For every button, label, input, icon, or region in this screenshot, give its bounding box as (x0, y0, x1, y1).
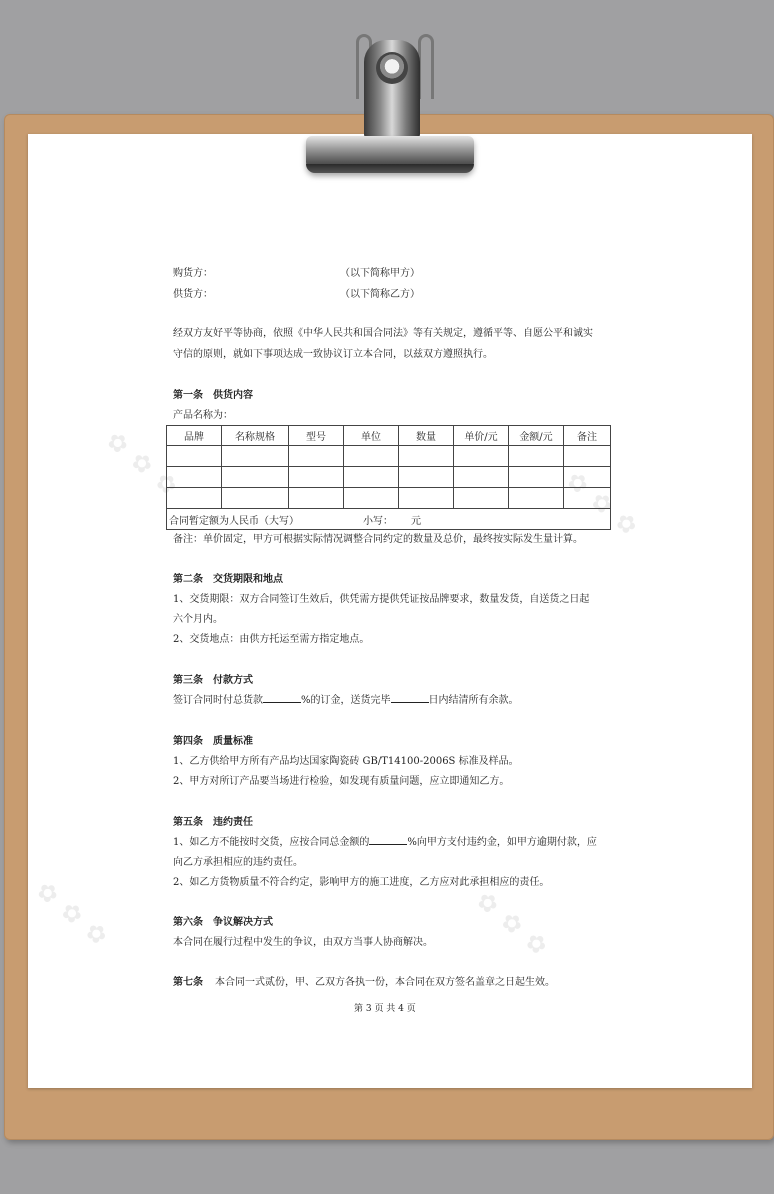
blank-field (369, 835, 407, 845)
product-name-label: 产品名称为： (173, 410, 233, 421)
article-2-clause: 1、交货期限：双方合同签订生效后，供凭需方提供凭证按品牌要求，数量发货，自送货之日起 (173, 594, 590, 605)
table-header: 名称规格 (222, 426, 289, 446)
article-3-clause: 签订合同时付总货款 %的订金，送货完毕 日内结清所有余款。 (173, 695, 519, 706)
article-7 (173, 973, 555, 988)
article-5-clause: 2、如乙方货物质量不符合约定，影响甲方的施工进度，乙方应对此承担相应的责任。 (173, 877, 550, 888)
buyer-label: 购货方： (173, 268, 213, 279)
table-header: 单位 (344, 426, 399, 446)
supplier-label: 供货方： (173, 289, 213, 300)
article-2-clause: 六个月内。 (173, 614, 223, 625)
clip-wire (418, 34, 434, 99)
page-number: 第 3 页 共 4 页 (354, 1004, 416, 1014)
article-5-clause: 1、如乙方不能按时交货，应按合同总金额的 %向甲方支付违约金，如甲方逾期付款，应 (173, 837, 597, 848)
buyer-note: （以下简称甲方） (340, 268, 420, 279)
total-label: 合同暂定额为人民币（大写） (169, 515, 299, 527)
table-header: 金额/元 (509, 426, 564, 446)
table-header: 型号 (289, 426, 344, 446)
clip-rivet (376, 52, 408, 84)
article-1-note: 备注：单价固定，甲方可根据实际情况调整合同约定的数量及总价，最终按实际发生量计算。 (173, 534, 583, 545)
table-header-row (167, 426, 611, 446)
article-6-title: 第六条 争议解决方式 (173, 917, 273, 928)
article-4-title: 第四条 质量标准 (173, 736, 253, 747)
watermark: ✿ ✿ ✿ (471, 885, 555, 963)
article-1-title: 第一条 供货内容 (173, 390, 253, 401)
table-row (167, 446, 611, 467)
table-header: 单价/元 (454, 426, 509, 446)
watermark: ✿ ✿ ✿ (31, 875, 115, 953)
goods-table (166, 425, 611, 530)
intro-line: 守信的原则，就如下事项达成一致协议订立本合同，以兹双方遵照执行。 (173, 349, 493, 360)
article-7-text: 本合同一式贰份，甲、乙双方各执一份，本合同在双方签名盖章之日起生效。 (215, 977, 555, 988)
watermark: ✿ ✿ ✿ (101, 425, 185, 503)
article-6-clause: 本合同在履行过程中发生的争议，由双方当事人协商解决。 (173, 937, 433, 948)
clip-jaw-lip (306, 164, 474, 173)
article-5-clause: 向乙方承担相应的违约责任。 (173, 857, 303, 868)
table-header: 数量 (399, 426, 454, 446)
article-4-clause: 2、甲方对所订产品要当场进行检验，如发现有质量问题，应立即通知乙方。 (173, 776, 510, 787)
table-header: 品牌 (167, 426, 222, 446)
article-4-clause: 1、乙方供给甲方所有产品均达国家陶瓷砖 GB/T14100-2006S 标准及样品。 (173, 756, 519, 767)
table-row (167, 467, 611, 488)
table-header: 备注 (564, 426, 611, 446)
table-row (167, 488, 611, 509)
blank-field (263, 693, 301, 703)
article-2-title: 第二条 交货期限和地点 (173, 574, 283, 585)
watermark: ✿ ✿ ✿ (561, 465, 645, 543)
supplier-note: （以下简称乙方） (340, 289, 420, 300)
article-5-title: 第五条 违约责任 (173, 817, 253, 828)
total-small-label: 小写： (363, 515, 393, 527)
article-3-title: 第三条 付款方式 (173, 675, 253, 686)
article-7-title: 第七条 (173, 977, 203, 988)
intro-line: 经双方友好平等协商，依照《中华人民共和国合同法》等有关规定，遵循平等、自愿公平和诚实 (173, 328, 593, 339)
table-total-row (167, 509, 611, 530)
blank-field (391, 693, 429, 703)
article-2-clause: 2、交货地点：由供方托运至需方指定地点。 (173, 634, 370, 645)
total-unit: 元 (411, 515, 421, 527)
